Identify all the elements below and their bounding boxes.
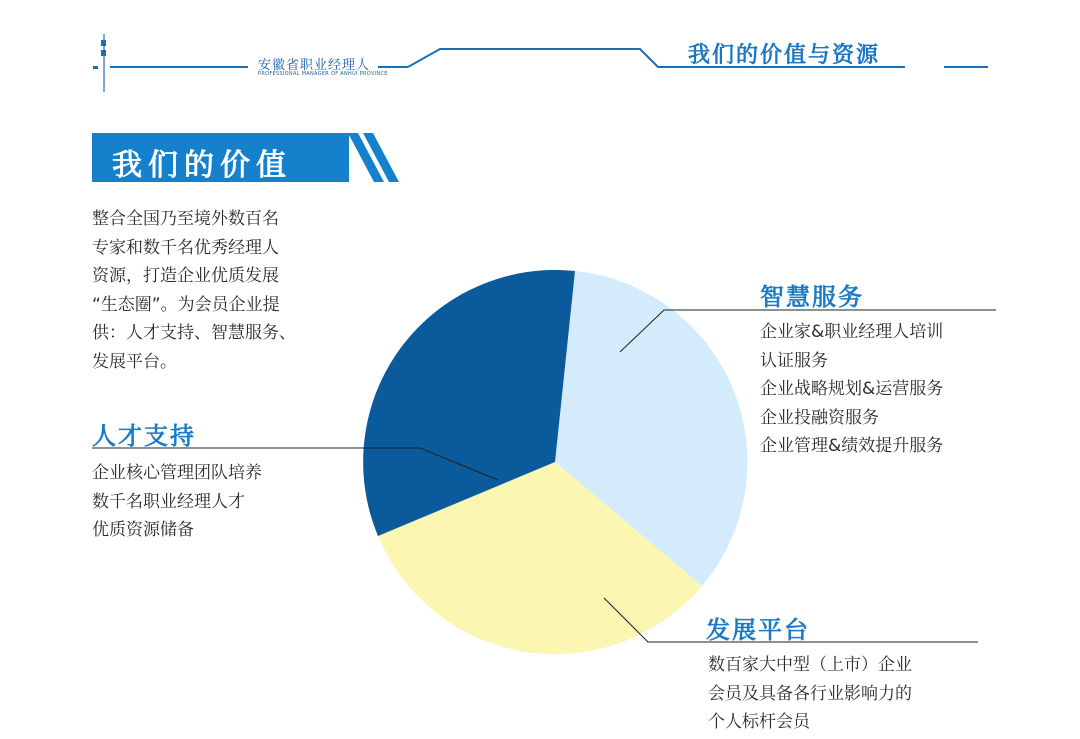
wisdom-line: 企业管理&绩效提升服务 [760, 436, 944, 456]
talent-heading: 人才支持 [92, 422, 196, 450]
brand-name-english: PROFESSIONAL MANAGER OF ANHUI PROVINCE [258, 71, 388, 77]
talent-line: 企业核心管理团队培养 [92, 463, 262, 483]
wisdom-line: 认证服务 [760, 350, 828, 371]
intro-line: “生态圈”。为会员企业提 [92, 294, 280, 315]
wisdom-line: 企业家&职业经理人培训 [760, 322, 944, 342]
talent-line: 优质资源储备 [92, 520, 194, 540]
intro-line: 资源，打造企业优质发展 [92, 266, 279, 286]
wisdom-lines [760, 318, 943, 461]
section-title: 我们的价值 [112, 148, 292, 183]
intro-line: 整合全国乃至境外数百名 [92, 209, 279, 229]
platform-heading: 发展平台 [706, 616, 810, 644]
page-title: 我们的价值与资源 [688, 43, 881, 68]
intro-line: 专家和数千名优秀经理人 [92, 237, 279, 258]
platform-lines [708, 651, 912, 737]
platform-line: 个人标杆会员 [708, 712, 810, 732]
wisdom-heading: 智慧服务 [760, 283, 864, 311]
platform-line: 会员及具备各行业影响力的 [708, 683, 912, 704]
talent-lines [92, 459, 262, 545]
intro-line: 供：人才支持、智慧服务、 [92, 323, 296, 343]
wisdom-line: 企业投融资服务 [760, 407, 879, 428]
wisdom-line: 企业战略规划&运营服务 [760, 379, 944, 399]
intro-line: 发展平台。 [92, 351, 177, 372]
platform-line: 数百家大中型（上市）企业 [708, 655, 912, 675]
brand-name: 安徽省职业经理人 [258, 58, 371, 73]
talent-line: 数千名职业经理人才 [92, 491, 245, 512]
